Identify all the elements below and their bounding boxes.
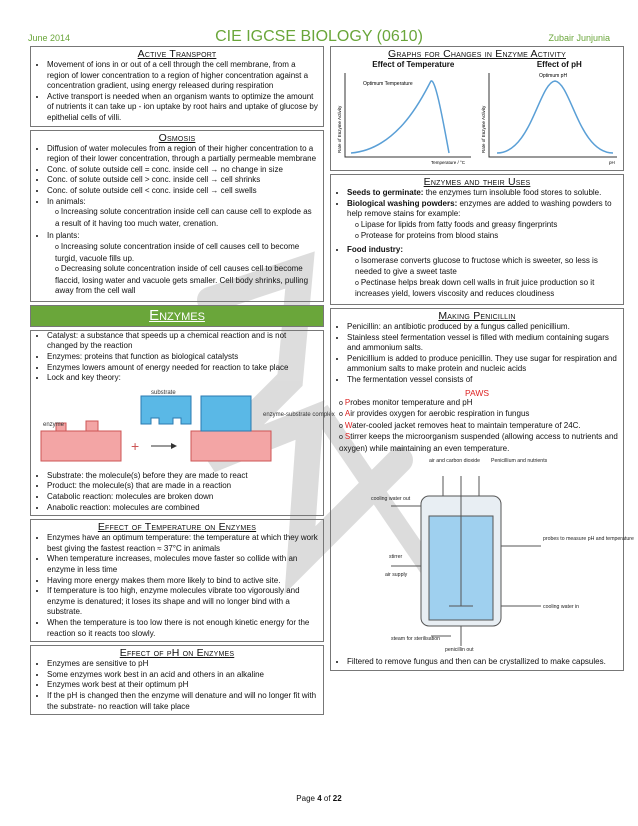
list-item: • Conc. of solute outside cell > conc. inside cell → cell shrinks xyxy=(47,175,319,186)
left-column xyxy=(30,46,335,718)
list-item: • Conc. of solute outside cell = conc. inside cell → no change in size xyxy=(47,165,319,176)
active-transport-section xyxy=(30,46,324,127)
svg-text:steam for sterilisation: steam for sterilisation xyxy=(391,636,441,643)
enzyme-label: enzyme xyxy=(43,421,65,428)
paws-item: o Probes monitor temperature and pH xyxy=(339,398,619,410)
graphs-section xyxy=(330,46,624,171)
list-item: • Product: the molecule(s) that are made in a reaction xyxy=(47,481,319,492)
page-number: 4 xyxy=(317,794,322,803)
section-title: Effect of Temperature on Enzymes xyxy=(97,521,257,534)
list-item: • Enzymes: proteins that function as biological catalysts xyxy=(47,352,319,363)
list-item: • Diffusion of water molecules from a region of their higher concentration to a region of their lower concentration, through a partially permeable membrane xyxy=(47,144,319,165)
list-item: • Catalyst: a substance that speeds up a chemical reaction and is not changed by the reaction xyxy=(47,331,319,352)
sub-item: o Increasing solute concentration inside of cell causes cell to become turgid, vacuole fills up. xyxy=(55,242,315,264)
list-item: • Enzymes lowers amount of energy needed for reaction to take place xyxy=(47,363,319,374)
complex-label: enzyme-substrate complex xyxy=(263,411,335,418)
paws-item: o Stirrer keeps the microorganism suspended (allowing access to nutrients and oxygen) while maintaining an even temperature. xyxy=(339,432,619,454)
list-item: • Enzymes have an optimum temperature: the temperature at which they work best giving the fastest reaction ≈ 37°C in animals xyxy=(47,533,319,554)
svg-text:air and carbon dioxide: air and carbon dioxide xyxy=(429,458,481,465)
header-date: June 2014 xyxy=(28,33,71,43)
svg-text:Temperature / °C: Temperature / °C xyxy=(431,160,466,165)
svg-text:cooling water in: cooling water in xyxy=(543,604,580,611)
sub-item: o Decreasing solute concentration inside of cell causes cell to become flaccid, losing water and vacuole gets smaller. Cell body shrinks, pulling away from the cell wall xyxy=(55,264,315,297)
list-item: • Lock and key theory: xyxy=(47,373,319,384)
list-item: • Conc. of solute outside cell < conc. inside cell → cell swells xyxy=(47,186,319,197)
list-item: • Stainless steel fermentation vessel is filled with medium containing sugars and ammonium salts. xyxy=(347,333,619,354)
enzyme-activity-graphs xyxy=(331,69,623,165)
osmosis-section xyxy=(30,130,324,302)
section-title: Graphs for Changes in Enzyme Activity xyxy=(388,48,566,60)
section-title: Enzymes and their Uses xyxy=(423,176,531,188)
penicillin-section xyxy=(330,308,634,671)
list-item: • Movement of ions in or out of a cell through the cell membrane, from a region of lower concentration to a region of higher concentration against a concentration gradient, using energy released during respiration xyxy=(47,60,319,92)
list-item: • Enzymes work best at their optimum pH xyxy=(47,680,319,691)
list-item: • Having more energy makes them more likely to bind to active site. xyxy=(47,576,319,587)
list-item: • Anabolic reaction: molecules are combined xyxy=(47,503,319,514)
list-item: • Seeds to germinate: the enzymes turn insoluble food stores to soluble. xyxy=(347,188,619,199)
enzymes-banner: Enzymes xyxy=(30,305,324,327)
list-item: • When temperature increases, molecules move faster so collide with an enzyme in less time xyxy=(47,554,319,575)
svg-text:Optimum Temperature: Optimum Temperature xyxy=(363,81,413,87)
svg-text:Penicillium and nutrients: Penicillium and nutrients xyxy=(491,458,548,465)
list-item: • In plants: o Increasing solute concentration inside of cell causes cell to become turgid, vacuole fills up. o Decreasing solute concentration inside of cell causes cell to become flaccid, losing water and vacuole gets smaller. Cell body shrinks, pulling away from the cell wall xyxy=(47,231,319,299)
list-item: • Penicillin: an antibiotic produced by a fungus called penicillium. xyxy=(347,322,619,333)
list-item: • Some enzymes work best in an acid and others in an alkaline xyxy=(47,670,319,681)
svg-text:pH: pH xyxy=(609,160,615,165)
ph-section xyxy=(30,645,324,715)
graph-temp-title: Effect of Temperature xyxy=(372,60,455,69)
page-footer: Page 4 of 22 xyxy=(296,794,342,803)
fermenter-diagram xyxy=(331,456,634,654)
paws-item: o Water-cooled jacket removes heat to maintain temperature of 24C. xyxy=(339,421,619,433)
list-item: • Catabolic reaction: molecules are broken down xyxy=(47,492,319,503)
right-column xyxy=(330,46,634,674)
list-item: • Penicillium is added to produce penicillin. They use sugar for respiration and ammonium salts to make protein and nucleic acids xyxy=(347,354,619,375)
list-item: • The fermentation vessel consists of xyxy=(347,375,619,386)
svg-text:penicillin out: penicillin out xyxy=(445,647,474,654)
paws-heading: PAWS xyxy=(464,387,490,398)
section-title: Osmosis xyxy=(158,131,196,144)
list-item: • If temperature is too high, enzyme molecules vibrate too vigorously and enzyme is denatured; it loses its shape and will no longer bind with a substrate. xyxy=(47,586,319,618)
list-item: • Active transport is needed when an organism wants to optimize the amount of nutrients it can take up - ion uptake by root hairs and uptake of glucose by epithelial cells of villi. xyxy=(47,92,319,124)
svg-text:air supply: air supply xyxy=(385,572,408,579)
list-item: • Food industry: o Isomerase converts glucose to fructose which is sweeter, so less is needed to give a sweet taste o Pectinase helps break down cell walls in fruit juice production so it increases yield, lowers viscosity and reduces cloudiness xyxy=(347,245,619,302)
list-item: • When the temperature is too low there is not enough kinetic energy for the reaction so it reacts too slowly. xyxy=(47,618,319,639)
list-item: • Filtered to remove fungus and then can be crystallized to make capsules. xyxy=(347,657,619,668)
lock-and-key-diagram xyxy=(31,386,335,466)
list-item: • Biological washing powders: enzymes are added to washing powders to help remove stains for example: o Lipase for lipids from fatty foods and greasy fingerprints o Protease for proteins from blood stains xyxy=(347,199,619,245)
header-author: Zubair Junjunia xyxy=(548,33,610,43)
svg-text:+: + xyxy=(131,437,140,454)
substrate-label: substrate xyxy=(151,389,176,396)
section-title: Active Transport xyxy=(137,48,217,60)
svg-text:cooling water out: cooling water out xyxy=(371,496,411,503)
section-title: Effect of pH on Enzymes xyxy=(119,647,235,660)
svg-text:stirrer: stirrer xyxy=(389,554,403,561)
svg-text:Optimum pH: Optimum pH xyxy=(539,73,568,79)
graph-ph-title: Effect of pH xyxy=(536,60,582,69)
list-item: • If the pH is changed then the enzyme will denature and will no longer fit with the substrate- no reaction will take place xyxy=(47,691,319,712)
list-item: • In animals: o Increasing solute concentration inside cell can cause cell to explode as a result of it having too much water, crenation. xyxy=(47,197,319,232)
svg-text:Rate of Enzyme Activity: Rate of Enzyme Activity xyxy=(337,105,342,153)
svg-text:Rate of Enzyme Activity: Rate of Enzyme Activity xyxy=(481,105,486,153)
page-total: 22 xyxy=(332,794,342,803)
svg-text:probes to measure pH and tempe: probes to measure pH and temperature xyxy=(543,536,634,543)
section-title: Making Penicillin xyxy=(438,309,516,322)
sub-item: o Increasing solute concentration inside cell can cause cell to explode as a result of it having too much water, crenation. xyxy=(55,207,315,229)
header-title: CIE IGCSE BIOLOGY (0610) xyxy=(215,28,423,45)
list-item: • Substrate: the molecule(s) before they are made to react xyxy=(47,471,319,482)
temperature-section xyxy=(30,519,324,642)
enzymes-section xyxy=(30,330,335,516)
list-item: • Enzymes are sensitive to pH xyxy=(47,659,319,670)
uses-section xyxy=(330,174,624,305)
paws-item: o Air provides oxygen for aerobic respiration in fungus xyxy=(339,409,619,421)
